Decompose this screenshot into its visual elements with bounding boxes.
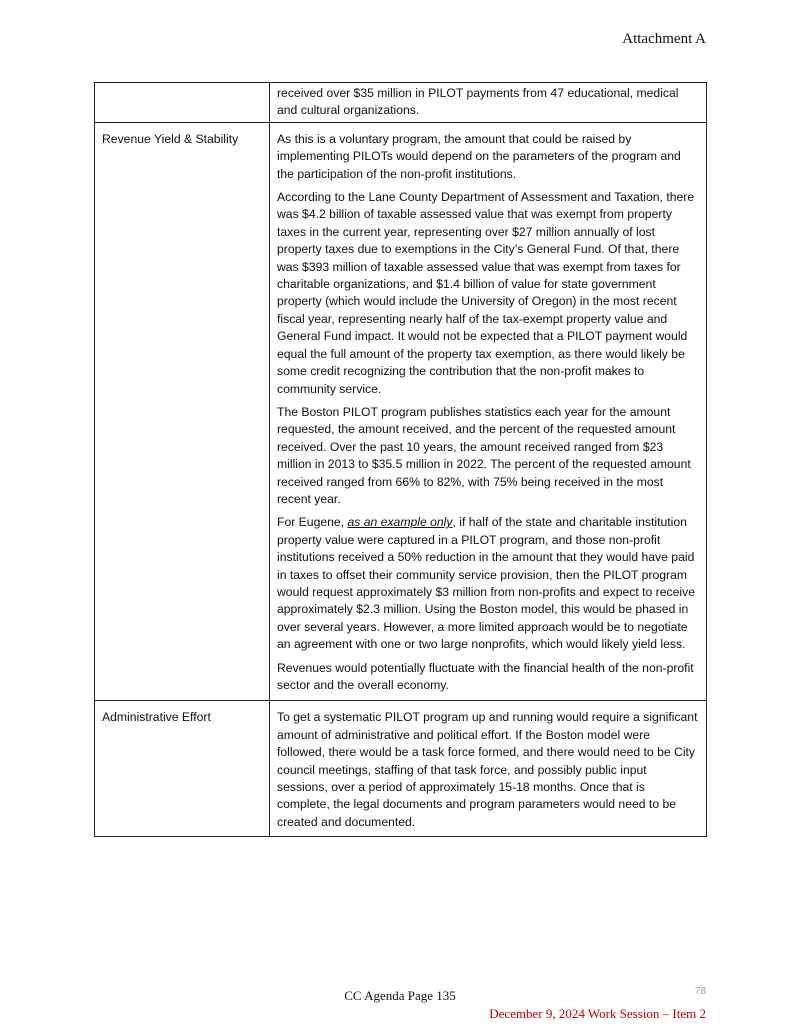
table-row (95, 83, 707, 123)
row-label-empty (95, 83, 270, 123)
eugene-rest: , if half of the state and charitable institution property value were captured in a PILOT program, and those non-profit institutions received a 50% reduction in the amount that they would have paid in taxes to offset their community service provision, then the PILOT program would request approximately $3 million from non-profits and expect to receive approximately $2.3 million. Using the Boston model, this would be phased in over several years. However, a more limited approach would be to negotiate an agreement with one or two large nonprofits, which would likely yield less. (277, 515, 695, 652)
paragraph-admin-effort: To get a systematic PILOT program up and running would require a significant amount of administrative and political effort. If the Boston model were followed, there would be a task force formed, and there would need to be City council meetings, staffing of that task force, and possibly public input sessions, over a period of approximately 15-18 months. Once that is complete, the legal documents and program parameters would need to be created and documented. (277, 710, 698, 829)
paragraph-boston-statistics: The Boston PILOT program publishes statistics each year for the amount requested, the amount received, and the percent of the requested amount received. Over the past 10 years, the amount received ranged from $23 million in 2013 to $35.5 million in 2022. The percent of the requested amount received ranged from 66% to 82%, with 75% being received in the most recent year. (277, 404, 691, 506)
table-row-revenue (95, 122, 707, 701)
page-number: 78 (694, 986, 706, 997)
paragraph-eugene-example (277, 514, 700, 653)
comparison-table (94, 82, 707, 837)
paragraph: received over $35 million in PILOT payments from 47 educational, medical and cultural organizations. (277, 86, 679, 118)
eugene-prefix: For Eugene, (277, 515, 348, 530)
attachment-label: Attachment A (622, 31, 706, 47)
paragraph-revenue-fluctuation: Revenues would potentially fluctuate with the financial health of the non-profit sector and the overall economy. (277, 660, 694, 692)
table-row-admin (95, 701, 707, 837)
row-content (270, 83, 707, 123)
row-label-revenue-yield: Revenue Yield & Stability (95, 122, 270, 701)
paragraph-lane-county: According to the Lane County Department of Assessment and Taxation, there was $4.2 billion of taxable assessed value that was exempt from property taxes in the current year, representing over $27 million annually of lost property taxes due to exemptions in the City’s General Fund. Of that, there was $393 million of taxable assessed value that was exempt from taxes for charitable organizations, and $1.4 billion of value for state government property (which would include the University of Oregon) in the most recent fiscal year, representing nearly half of the tax-exempt property value and General Fund impact. It would not be expected that a PILOT payment would equal the full amount of the property tax exemption, as there would likely be some credit recognizing the contribution that the non-profit makes to community service. (277, 190, 695, 396)
row-label-administrative-effort: Administrative Effort (95, 701, 270, 837)
row-content-revenue (270, 122, 707, 701)
eugene-emphasis: as an example only (347, 515, 453, 530)
session-label: December 9, 2024 Work Session – Item 2 (489, 1006, 706, 1021)
agenda-page-label: CC Agenda Page 135 (344, 988, 456, 1003)
paragraph-voluntary-program: As this is a voluntary program, the amount that could be raised by implementing PILOTs would depend on the parameters of the program and the participation of the non-profit institutions. (277, 131, 681, 181)
row-content-admin (270, 701, 707, 837)
